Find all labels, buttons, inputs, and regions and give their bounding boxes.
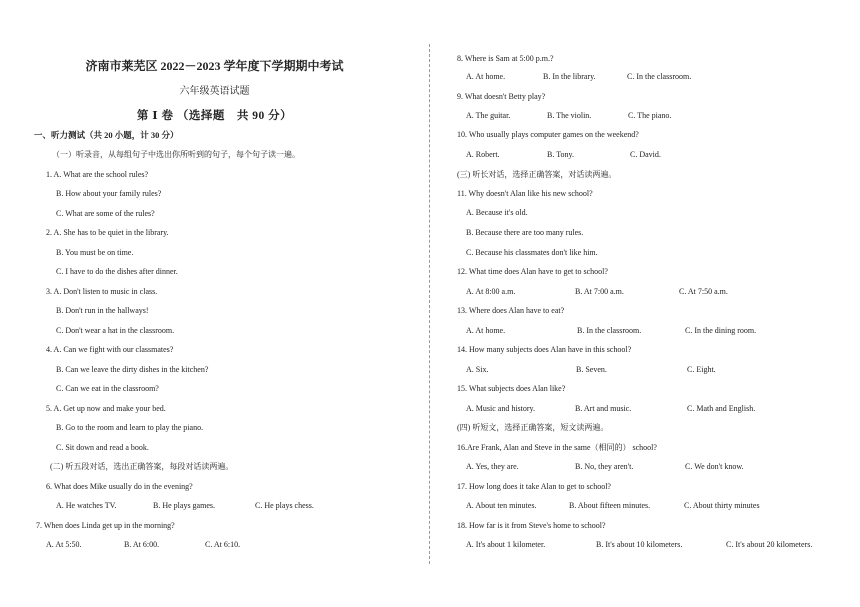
question-4: 4. A. Can we fight with our classmates? xyxy=(46,345,174,354)
option-6a: A. He watches TV. xyxy=(56,501,117,510)
option-13b: B. In the classroom. xyxy=(577,326,642,335)
section-heading: 一、听力测试（共 20 小题，计 30 分） xyxy=(34,130,179,140)
question-9: 9. What doesn't Betty play? xyxy=(457,92,546,101)
option-16c: C. We don't know. xyxy=(685,462,744,471)
question-11: 11. Why doesn't Alan like his new school? xyxy=(457,189,593,198)
option-11b: B. Because there are too many rules. xyxy=(466,228,584,237)
option-8c: C. In the classroom. xyxy=(627,72,692,81)
option-17c: C. About thirty minutes xyxy=(684,501,760,510)
question-3: 3. A. Don't listen to music in class. xyxy=(46,287,158,296)
option-10c: C. David. xyxy=(630,150,661,159)
exam-title: 济南市莱芜区 2022－2023 学年度下学期期中考试 xyxy=(85,59,344,73)
option-12c: C. At 7:50 a.m. xyxy=(679,287,728,296)
option-12a: A. At 8:00 a.m. xyxy=(466,287,516,296)
instruction: (三) 听长对话，选择正确答案，对话读两遍。 xyxy=(457,170,617,179)
option-8b: B. In the library. xyxy=(543,72,596,81)
question-16: 16.Are Frank, Alan and Steve in the same（相同的） school? xyxy=(457,443,657,452)
option-15c: C. Math and English. xyxy=(687,404,756,413)
question-15: 15. What subjects does Alan like? xyxy=(457,384,566,393)
option-18c: C. It's about 20 kilometers. xyxy=(726,540,813,549)
question-8: 8. Where is Sam at 5:00 p.m.? xyxy=(457,54,554,63)
option-10a: A. Robert. xyxy=(466,150,500,159)
instruction: (二) 听五段对话，选出正确答案，每段对话读两遍。 xyxy=(50,462,234,471)
option-7b: B. At 6:00. xyxy=(124,540,160,549)
part-heading: 第 Ⅰ 卷 （选择题 共 90 分） xyxy=(136,110,293,122)
option-6b: B. He plays games. xyxy=(153,501,215,510)
option-12b: B. At 7:00 a.m. xyxy=(575,287,624,296)
question-6: 6. What does Mike usually do in the evening? xyxy=(46,482,193,491)
option-11c: C. Because his classmates don't like him. xyxy=(466,248,598,257)
option-2c: C. I have to do the dishes after dinner. xyxy=(56,267,178,276)
option-16b: B. No, they aren't. xyxy=(575,462,634,471)
option-3c: C. Don't wear a hat in the classroom. xyxy=(56,326,175,335)
question-5: 5. A. Get up now and make your bed. xyxy=(46,404,166,413)
option-17a: A. About ten minutes. xyxy=(466,501,537,510)
option-13a: A. At home. xyxy=(466,326,506,335)
option-9c: C. The piano. xyxy=(628,111,672,120)
option-18a: A. It's about 1 kilometer. xyxy=(466,540,546,549)
question-1: 1. A. What are the school rules? xyxy=(46,170,149,179)
option-14a: A. Six. xyxy=(466,365,489,374)
option-1b: B. How about your family rules? xyxy=(56,189,162,198)
question-17: 17. How long does it take Alan to get to school? xyxy=(457,482,611,491)
option-5b: B. Go to the room and learn to play the piano. xyxy=(56,423,204,432)
option-11a: A. Because it's old. xyxy=(466,208,528,217)
column-divider xyxy=(429,44,430,564)
option-10b: B. Tony. xyxy=(547,150,574,159)
option-2b: B. You must be on time. xyxy=(56,248,134,257)
option-1c: C. What are some of the rules? xyxy=(56,209,155,218)
option-5c: C. Sit down and read a book. xyxy=(56,443,149,452)
option-16a: A. Yes, they are. xyxy=(466,462,519,471)
exam-subtitle: 六年级英语试题 xyxy=(179,86,250,97)
option-14b: B. Seven. xyxy=(576,365,607,374)
option-6c: C. He plays chess. xyxy=(255,501,314,510)
question-18: 18. How far is it from Steve's home to school? xyxy=(457,521,606,530)
instruction: （一）听录音，从每组句子中选出你所听到的句子，每个句子读一遍。 xyxy=(52,150,300,159)
option-14c: C. Eight. xyxy=(687,365,716,374)
option-15b: B. Art and music. xyxy=(575,404,632,413)
option-8a: A. At home. xyxy=(466,72,506,81)
question-14: 14. How many subjects does Alan have in this school? xyxy=(457,345,632,354)
option-4c: C. Can we eat in the classroom? xyxy=(56,384,159,393)
question-7: 7. When does Linda get up in the morning? xyxy=(36,521,175,530)
option-3b: B. Don't run in the hallways! xyxy=(56,306,149,315)
option-18b: B. It's about 10 kilometers. xyxy=(596,540,683,549)
option-7c: C. At 6:10. xyxy=(205,540,241,549)
option-9a: A. The guitar. xyxy=(466,111,511,120)
question-10: 10. Who usually plays computer games on the weekend? xyxy=(457,130,639,139)
option-17b: B. About fifteen minutes. xyxy=(569,501,651,510)
option-9b: B. The violin. xyxy=(547,111,592,120)
option-13c: C. In the dining room. xyxy=(685,326,757,335)
option-4b: B. Can we leave the dirty dishes in the kitchen? xyxy=(56,365,209,374)
option-15a: A. Music and history. xyxy=(466,404,536,413)
question-12: 12. What time does Alan have to get to school? xyxy=(457,267,608,276)
instruction: (四) 听短文，选择正确答案，短文读两遍。 xyxy=(457,423,609,432)
option-7a: A. At 5:50. xyxy=(46,540,82,549)
question-13: 13. Where does Alan have to eat? xyxy=(457,306,565,315)
question-2: 2. A. She has to be quiet in the library. xyxy=(46,228,169,237)
